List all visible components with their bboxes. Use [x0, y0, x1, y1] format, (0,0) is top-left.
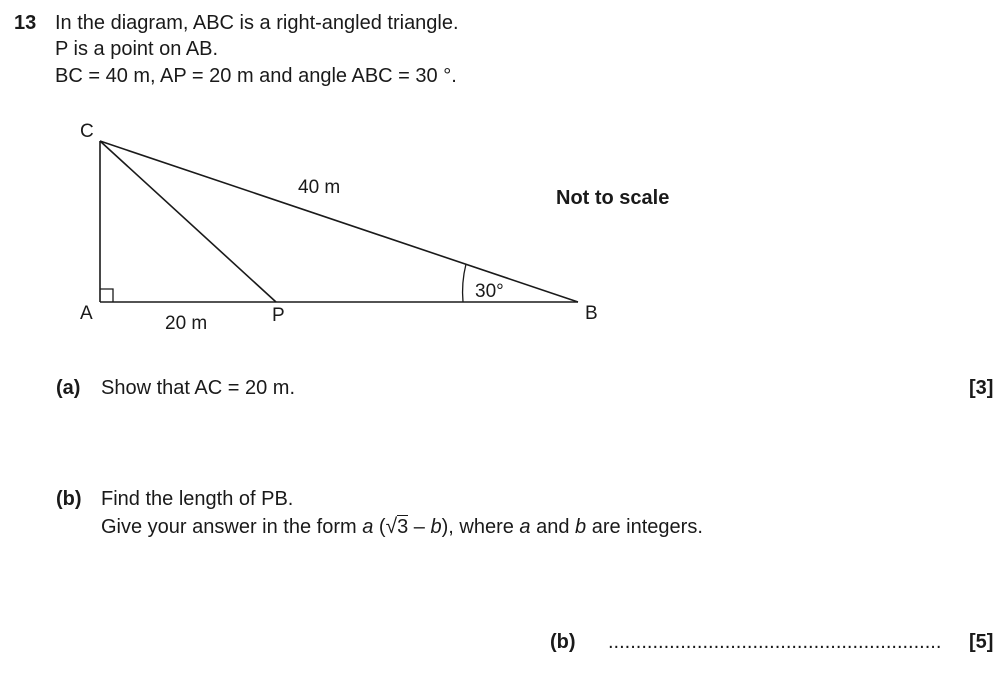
vertex-label-a: A — [80, 303, 93, 324]
variable-a: a — [362, 516, 374, 538]
variable-b: b — [430, 516, 442, 538]
not-to-scale-note: Not to scale — [556, 187, 670, 209]
sqrt-value: 3 — [397, 516, 409, 538]
question-number: 13 — [14, 12, 37, 34]
part-b-line-1: Find the length of PB. — [101, 488, 294, 510]
part-b-marks: [5] — [969, 631, 994, 653]
right-angle-marker — [100, 289, 113, 302]
answer-label-b: (b) — [550, 631, 576, 653]
question-line-1: In the diagram, ABC is a right-angled triangle. — [55, 12, 459, 34]
part-a-marks: [3] — [969, 377, 994, 399]
paren-close: ) — [441, 516, 449, 538]
side-bc — [100, 141, 578, 302]
segment-cp — [100, 141, 276, 302]
angle-arc-b — [463, 264, 466, 302]
paren-open: ( — [373, 516, 386, 538]
length-label-ap: 20 m — [165, 313, 208, 334]
part-b-line-2-mid: , where — [448, 516, 520, 538]
question-line-3: BC = 40 m, AP = 20 m and angle ABC = 30 °. — [55, 65, 457, 87]
part-b-line-2-end: are integers. — [586, 516, 703, 538]
answer-line-b[interactable]: ............................................................ — [608, 631, 942, 653]
question-line-2: P is a point on AB. — [55, 38, 219, 60]
sqrt-expression — [386, 515, 409, 539]
variable-b-2: b — [575, 516, 587, 538]
part-b-line-2-prefix: Give your answer in the form — [101, 516, 363, 538]
length-label-bc: 40 m — [298, 177, 341, 198]
variable-a-2: a — [519, 516, 531, 538]
minus-sign: – — [408, 516, 431, 538]
vertex-label-p: P — [272, 305, 285, 326]
part-a-label: (a) — [56, 377, 81, 399]
and-text: and — [530, 516, 576, 538]
vertex-label-b: B — [585, 303, 598, 324]
sqrt-symbol: √ — [385, 515, 398, 538]
angle-label-b: 30° — [475, 281, 504, 302]
part-b-label: (b) — [56, 488, 82, 510]
part-b-line-2 — [101, 515, 703, 539]
vertex-label-c: C — [80, 121, 94, 142]
part-a-text: Show that AC = 20 m. — [101, 377, 295, 399]
